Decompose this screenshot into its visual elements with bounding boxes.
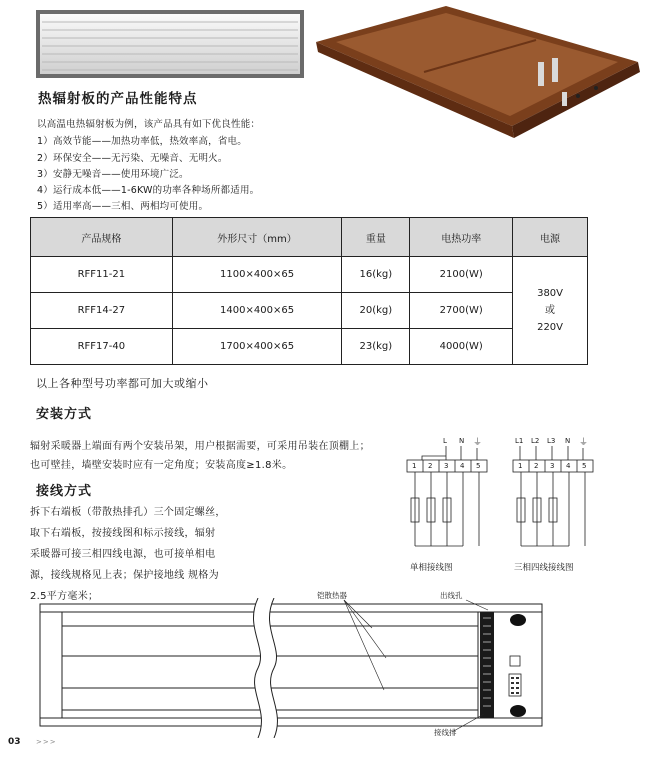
intro-line: 1）高效节能——加热功率低，热效率高，省电。 — [37, 136, 247, 147]
terminal-label: L2 — [531, 437, 540, 445]
terminal-label: N — [459, 437, 465, 445]
cell-weight: 16(kg) — [342, 257, 410, 293]
single-phase-caption: 单相接线图 — [410, 563, 453, 573]
cell-size: 1700×400×65 — [172, 329, 342, 365]
heater-photo-angled — [306, 0, 644, 140]
terminal-number: 1 — [518, 462, 523, 470]
heater-layout-drawing — [36, 598, 548, 738]
table-row — [31, 257, 588, 293]
cell-model: RFF11-21 — [31, 257, 173, 293]
single-phase-diagram — [402, 436, 492, 556]
outlet-label: 出线孔 — [440, 591, 463, 600]
terminal-label: L1 — [515, 437, 524, 445]
page-title: 热辐射板的产品性能特点 — [38, 91, 198, 107]
terminal-number: 3 — [550, 462, 555, 470]
cell-size: 1100×400×65 — [172, 257, 342, 293]
terminal-number: 4 — [460, 462, 465, 470]
heater-label: 铠散热器 — [317, 591, 347, 600]
terminal-block-label: 接线排 — [434, 728, 457, 737]
page-arrows: >>> — [36, 738, 57, 746]
intro-line: 以高温电热辐射板为例，该产品具有如下优良性能： — [37, 119, 261, 130]
wiring-line: 源，接线规格见上表；保护接地线 规格为 — [30, 570, 219, 581]
header-model: 产品规格 — [31, 218, 173, 257]
cell-power: 2100(W) — [410, 257, 513, 293]
ground-icon: ⏚ — [473, 438, 483, 448]
supply-or: 或 — [545, 305, 556, 316]
supply-220: 220V — [537, 322, 564, 333]
table-row — [31, 293, 588, 329]
install-line: 也可壁挂，墙壁安装时应有一定角度；安装高度≥1.8米。 — [30, 460, 293, 471]
cell-weight: 20(kg) — [342, 293, 410, 329]
cell-power: 4000(W) — [410, 329, 513, 365]
terminal-label: N — [565, 437, 571, 445]
cell-power: 2700(W) — [410, 293, 513, 329]
spec-table — [30, 217, 588, 365]
header-power: 电热功率 — [410, 218, 513, 257]
header-supply: 电源 — [513, 218, 588, 257]
table-note: 以上各种型号功率都可加大或缩小 — [36, 377, 209, 390]
cell-model: RFF14-27 — [31, 293, 173, 329]
page-number: 03 — [8, 737, 21, 747]
intro-line: 4）运行成本低——1-6KW的功率各种场所都适用。 — [37, 185, 260, 196]
terminal-number: 2 — [428, 462, 433, 470]
terminal-number: 5 — [582, 462, 587, 470]
terminal-number: 3 — [444, 462, 449, 470]
cell-weight: 23(kg) — [342, 329, 410, 365]
intro-line: 5）适用率高——三相、两相均可使用。 — [37, 201, 209, 212]
cell-supply — [513, 257, 588, 365]
wiring-line: 2.5平方毫米； — [30, 591, 99, 602]
heater-photo-front — [36, 8, 306, 80]
table-header-row — [31, 218, 588, 257]
install-line: 辐射采暖器上端面有两个安装吊架，用户根据需要，可采用吊装在顶棚上； — [30, 441, 370, 452]
intro-line: 3）安静无噪音——使用环境广泛。 — [37, 169, 189, 180]
three-phase-caption: 三相四线接线图 — [514, 563, 574, 573]
intro-line: 2）环保安全——无污染、无噪音、无明火。 — [37, 153, 228, 164]
ground-icon: ⏚ — [579, 438, 589, 448]
terminal-number: 2 — [534, 462, 539, 470]
terminal-number: 5 — [476, 462, 481, 470]
cell-model: RFF17-40 — [31, 329, 173, 365]
wiring-heading: 接线方式 — [36, 484, 93, 499]
wiring-line: 拆下右端板（带散热排孔）三个固定螺丝， — [30, 507, 226, 518]
terminal-label: L — [443, 437, 447, 445]
terminal-number: 4 — [566, 462, 571, 470]
install-heading: 安装方式 — [36, 407, 93, 422]
terminal-number: 1 — [412, 462, 417, 470]
terminal-label: L3 — [547, 437, 556, 445]
cell-size: 1400×400×65 — [172, 293, 342, 329]
three-phase-diagram — [508, 436, 600, 556]
wiring-line: 取下右端板，按接线图和标示接线，辐射 — [30, 528, 216, 539]
supply-380: 380V — [537, 288, 564, 299]
header-weight: 重量 — [342, 218, 410, 257]
header-size: 外形尺寸（mm） — [172, 218, 342, 257]
wiring-line: 采暖器可接三相四线电源，也可接单相电 — [30, 549, 216, 560]
table-row — [31, 329, 588, 365]
